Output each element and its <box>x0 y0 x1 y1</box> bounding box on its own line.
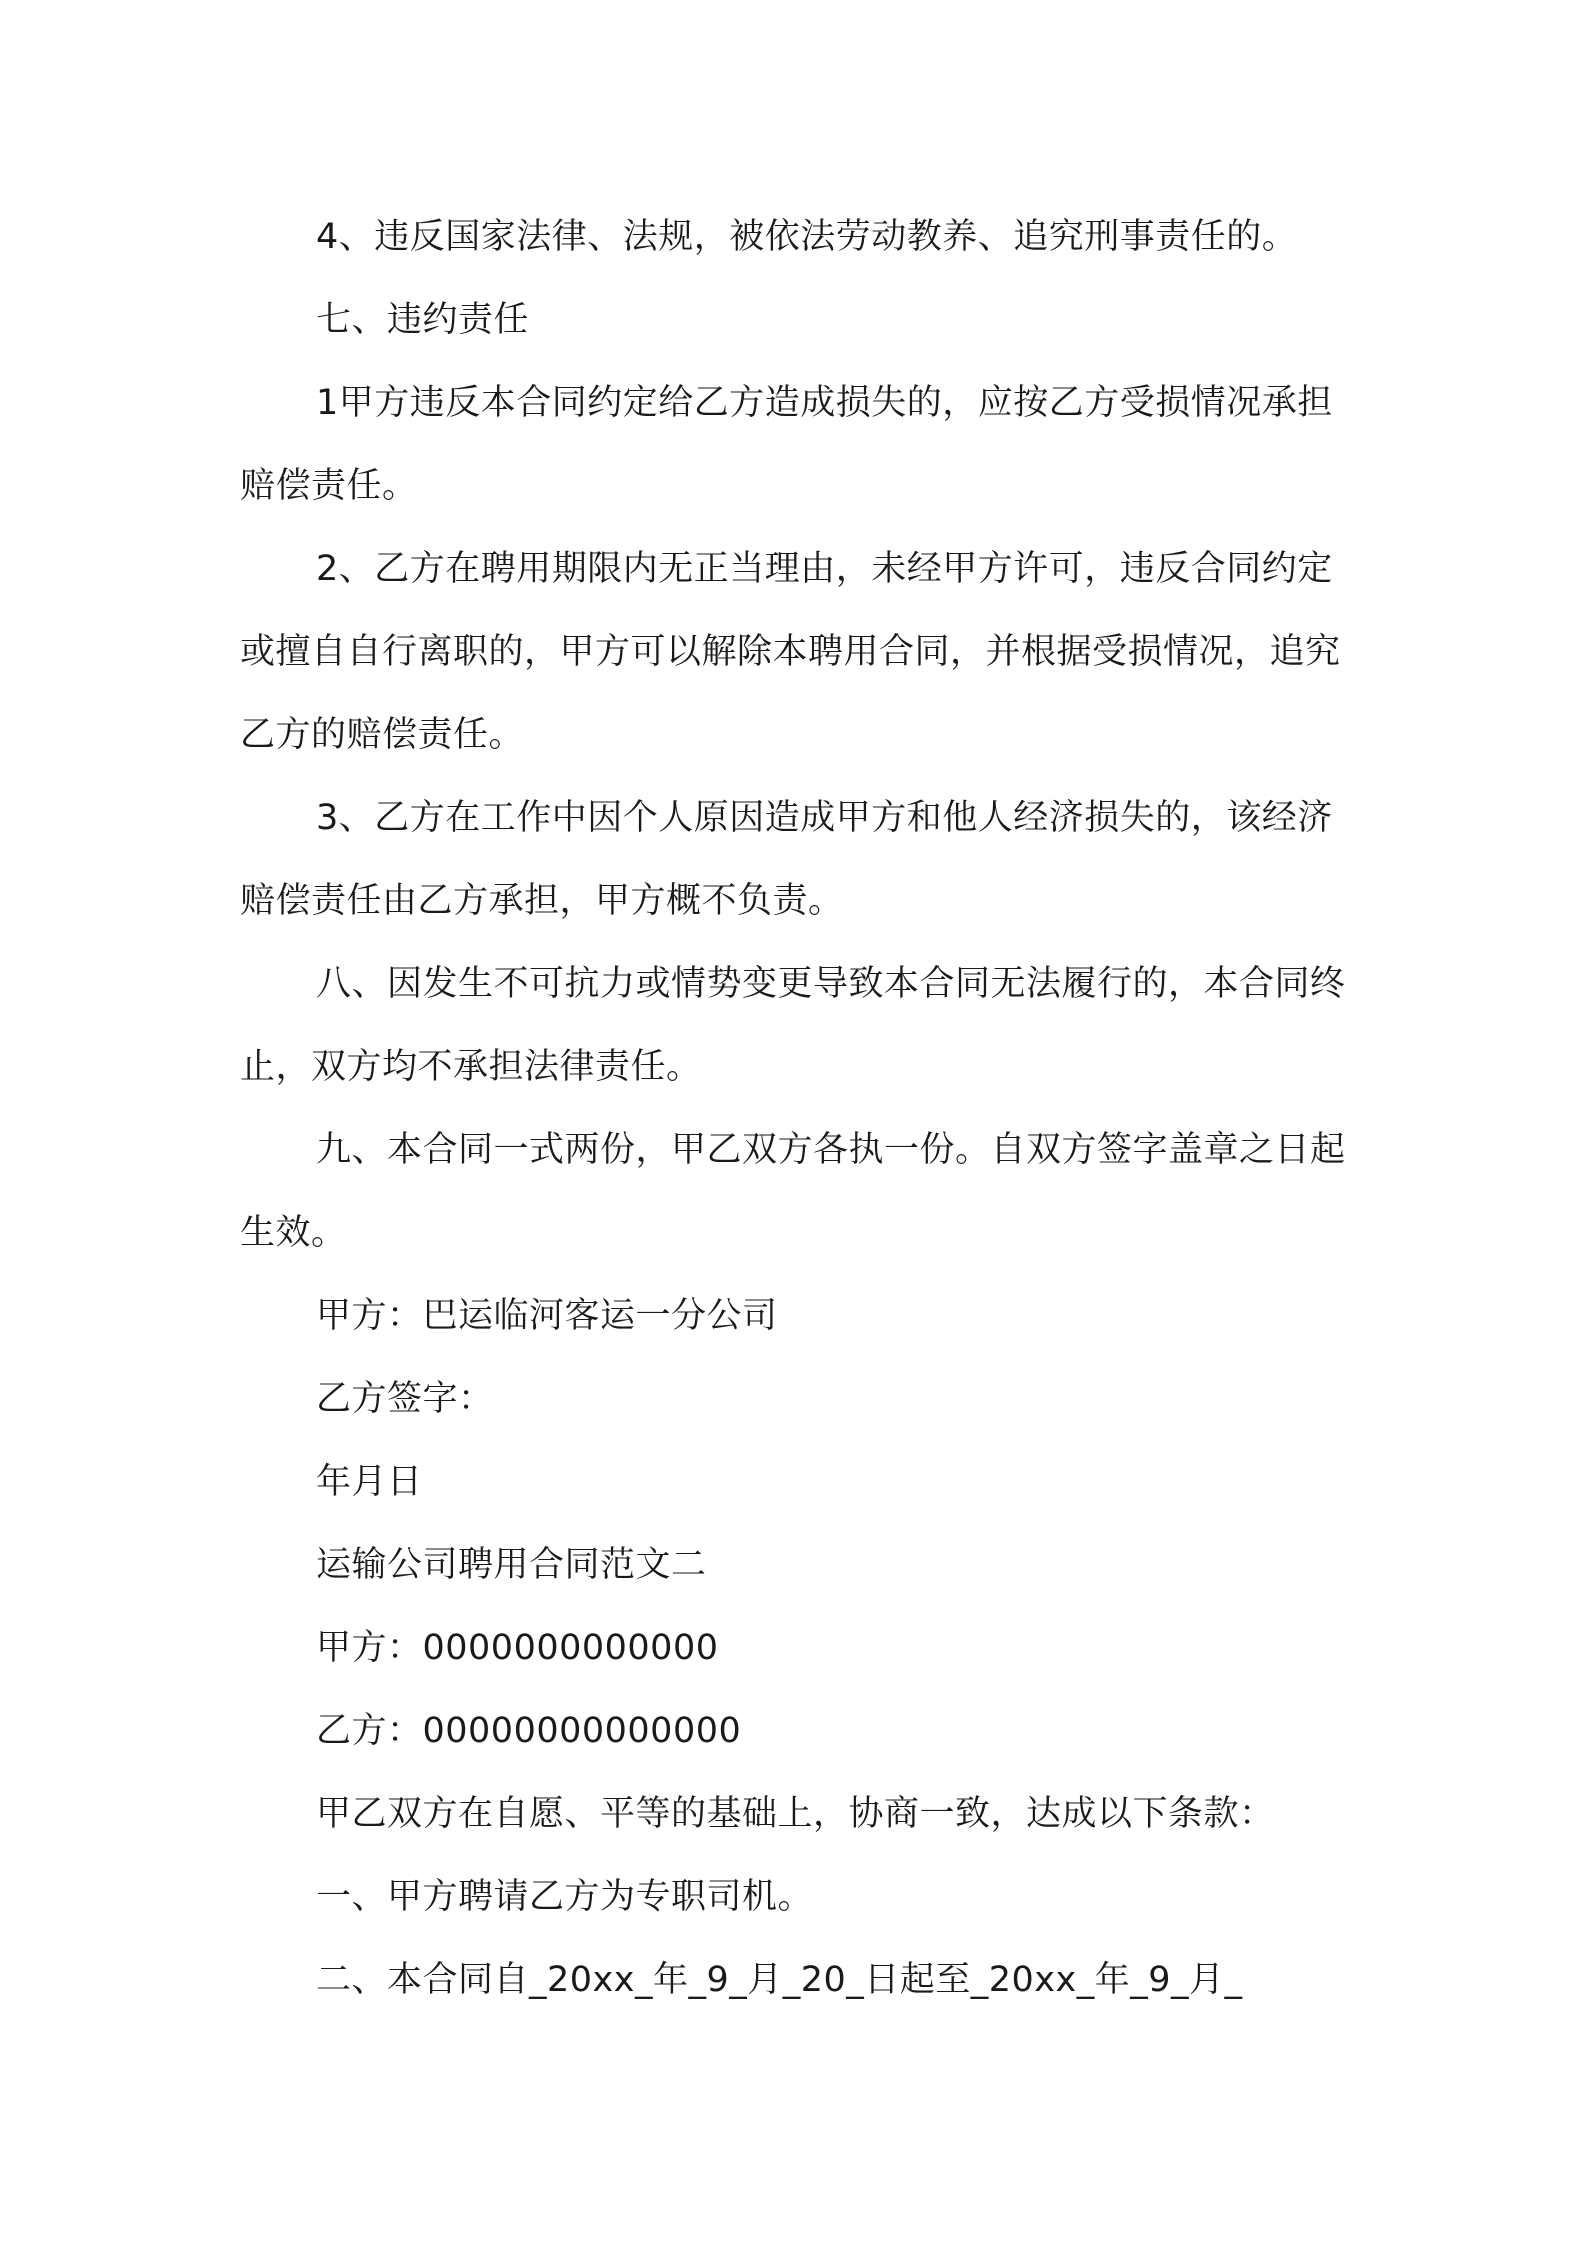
section-9-paragraph: 九、本合同一式两份，甲乙双方各执一份。自双方签字盖章之日起生效。 <box>240 1130 1346 1253</box>
section-7-heading: 七、违约责任 <box>316 300 530 340</box>
clause-7-3-paragraph: 3、乙方在工作中因个人原因造成甲方和他人经济损失的，该经济赔偿责任由乙方承担，甲方概不负责。 <box>240 798 1333 921</box>
contract-2-clause-2: 二、本合同自_20xx_年_9_月_20_日起至_20xx_年_9_月_ <box>316 1960 1243 2000</box>
section-8-paragraph: 八、因发生不可抗力或情势变更导致本合同无法履行的，本合同终止，双方均不承担法律责任。 <box>240 964 1346 1087</box>
contract-2-party-b: 乙方：00000000000000 <box>316 1711 742 1751</box>
clause-4-line: 4、违反国家法律、法规，被依法劳动教养、追究刑事责任的。 <box>316 217 1298 257</box>
contract-2-title: 运输公司聘用合同范文二 <box>316 1545 707 1585</box>
clause-7-1-paragraph: 1甲方违反本合同约定给乙方造成损失的，应按乙方受损情况承担赔偿责任。 <box>240 383 1333 506</box>
document-body <box>240 196 1350 2022</box>
party-a-line: 甲方：巴运临河客运一分公司 <box>316 1296 778 1336</box>
contract-2-clause-1: 一、甲方聘请乙方为专职司机。 <box>316 1877 814 1917</box>
contract-2-intro: 甲乙双方在自愿、平等的基础上，协商一致，达成以下条款： <box>316 1794 1275 1834</box>
party-b-signature-line: 乙方签字： <box>316 1379 494 1419</box>
clause-7-2-paragraph: 2、乙方在聘用期限内无正当理由，未经甲方许可，违反合同约定或擅自自行离职的，甲方可以解除本聘用合同，并根据受损情况，追究乙方的赔偿责任。 <box>240 549 1341 755</box>
date-line: 年月日 <box>316 1462 423 1502</box>
contract-2-party-a: 甲方：0000000000000 <box>316 1628 719 1668</box>
